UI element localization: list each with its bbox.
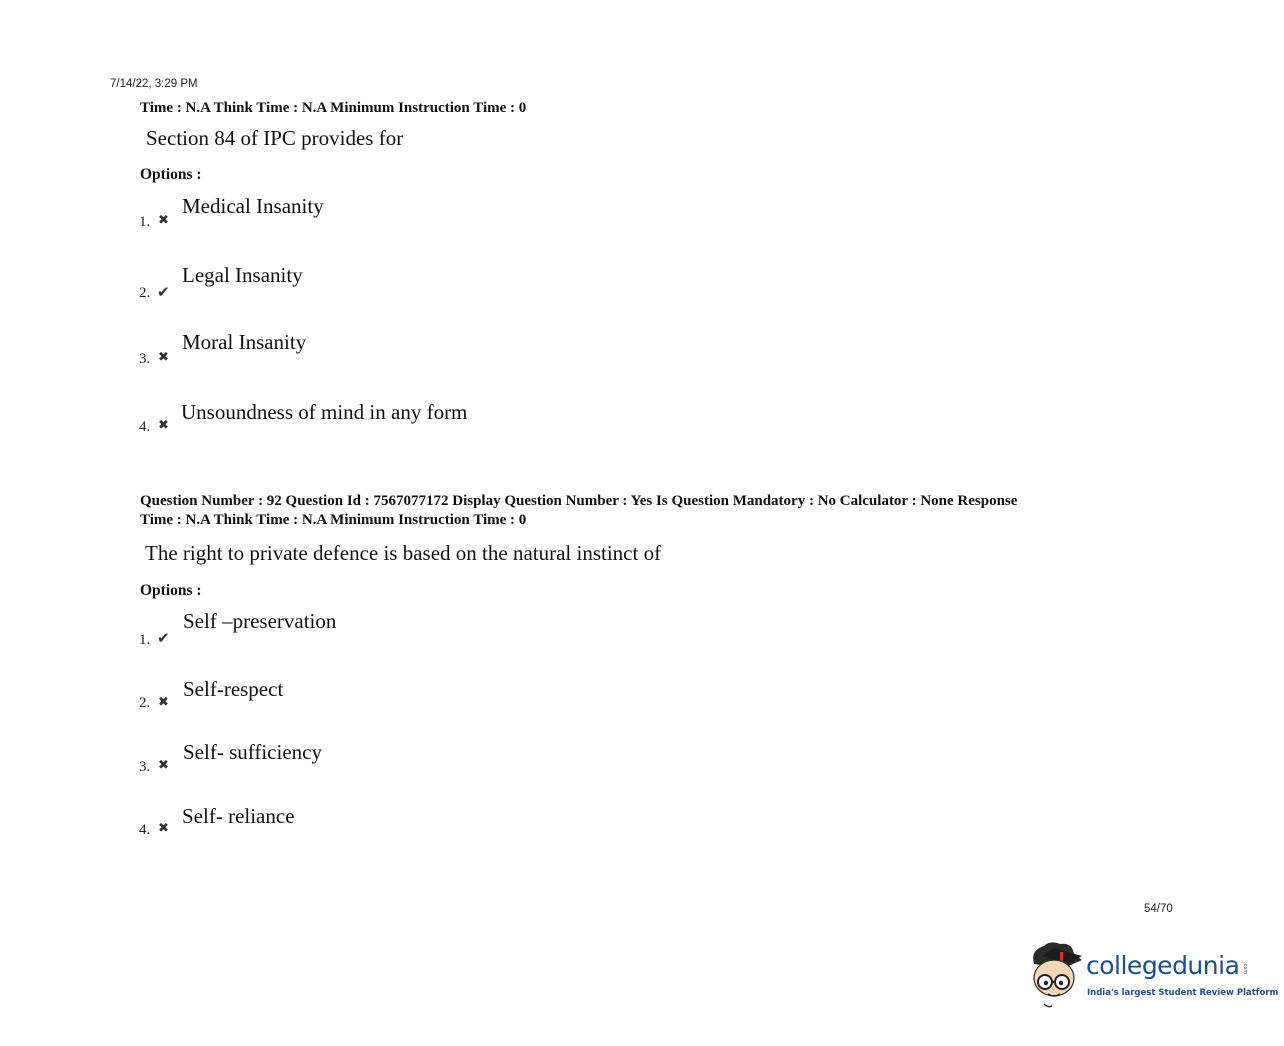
cross-icon: ✖	[158, 349, 169, 364]
cross-icon: ✖	[158, 694, 169, 709]
mascot-logo-icon	[1024, 938, 1088, 1010]
q1-option-3-text: Moral Insanity	[182, 330, 307, 354]
check-icon: ✔	[157, 285, 170, 301]
q2-option-4-text: Self- reliance	[182, 804, 295, 828]
q1-options-label: Options :	[140, 166, 202, 183]
q1-option-2-number: 2.	[139, 285, 151, 301]
cross-icon: ✖	[158, 417, 169, 432]
logo-tagline: India's largest Student Review Platform	[1087, 988, 1279, 998]
q2-option-3-number: 3.	[139, 759, 151, 775]
q1-option-3-number: 3.	[139, 351, 151, 367]
q1-option-2-text: Legal Insanity	[182, 263, 303, 287]
q1-option-4-number: 4.	[139, 419, 151, 435]
cross-icon: ✖	[158, 757, 169, 772]
q1-option-1-number: 1.	[139, 214, 151, 230]
q2-option-4-number: 4.	[139, 822, 151, 838]
q2-option-1-text: Self –preservation	[183, 609, 337, 633]
logo-wordmark: collegedunia	[1086, 951, 1240, 980]
q2-meta-line-2: Time : N.A Think Time : N.A Minimum Instruction Time : 0	[140, 512, 527, 528]
q2-meta-line-1: Question Number : 92 Question Id : 7567077172 Display Question Number : Yes Is Question Mandatory : No Calculator : None Response	[140, 493, 1018, 509]
q2-options-label: Options :	[140, 582, 202, 599]
page-number: 54/70	[1144, 903, 1173, 915]
check-icon: ✔	[157, 631, 170, 647]
logo-domain-suffix: .com	[1242, 962, 1248, 975]
q2-option-2-number: 2.	[139, 695, 151, 711]
q1-option-4-text: Unsoundness of mind in any form	[181, 400, 468, 424]
q2-question-text: The right to private defence is based on the natural instinct of	[145, 541, 662, 565]
cross-icon: ✖	[158, 820, 169, 835]
q1-option-1-text: Medical Insanity	[182, 194, 324, 218]
q1-question-text: Section 84 of IPC provides for	[146, 126, 404, 150]
q1-meta-line: Time : N.A Think Time : N.A Minimum Instruction Time : 0	[140, 100, 527, 116]
q2-option-2-text: Self-respect	[183, 677, 284, 701]
q2-option-3-text: Self- sufficiency	[183, 740, 322, 764]
cross-icon: ✖	[158, 212, 169, 227]
q2-option-1-number: 1.	[139, 632, 151, 648]
print-timestamp: 7/14/22, 3:29 PM	[110, 78, 198, 90]
